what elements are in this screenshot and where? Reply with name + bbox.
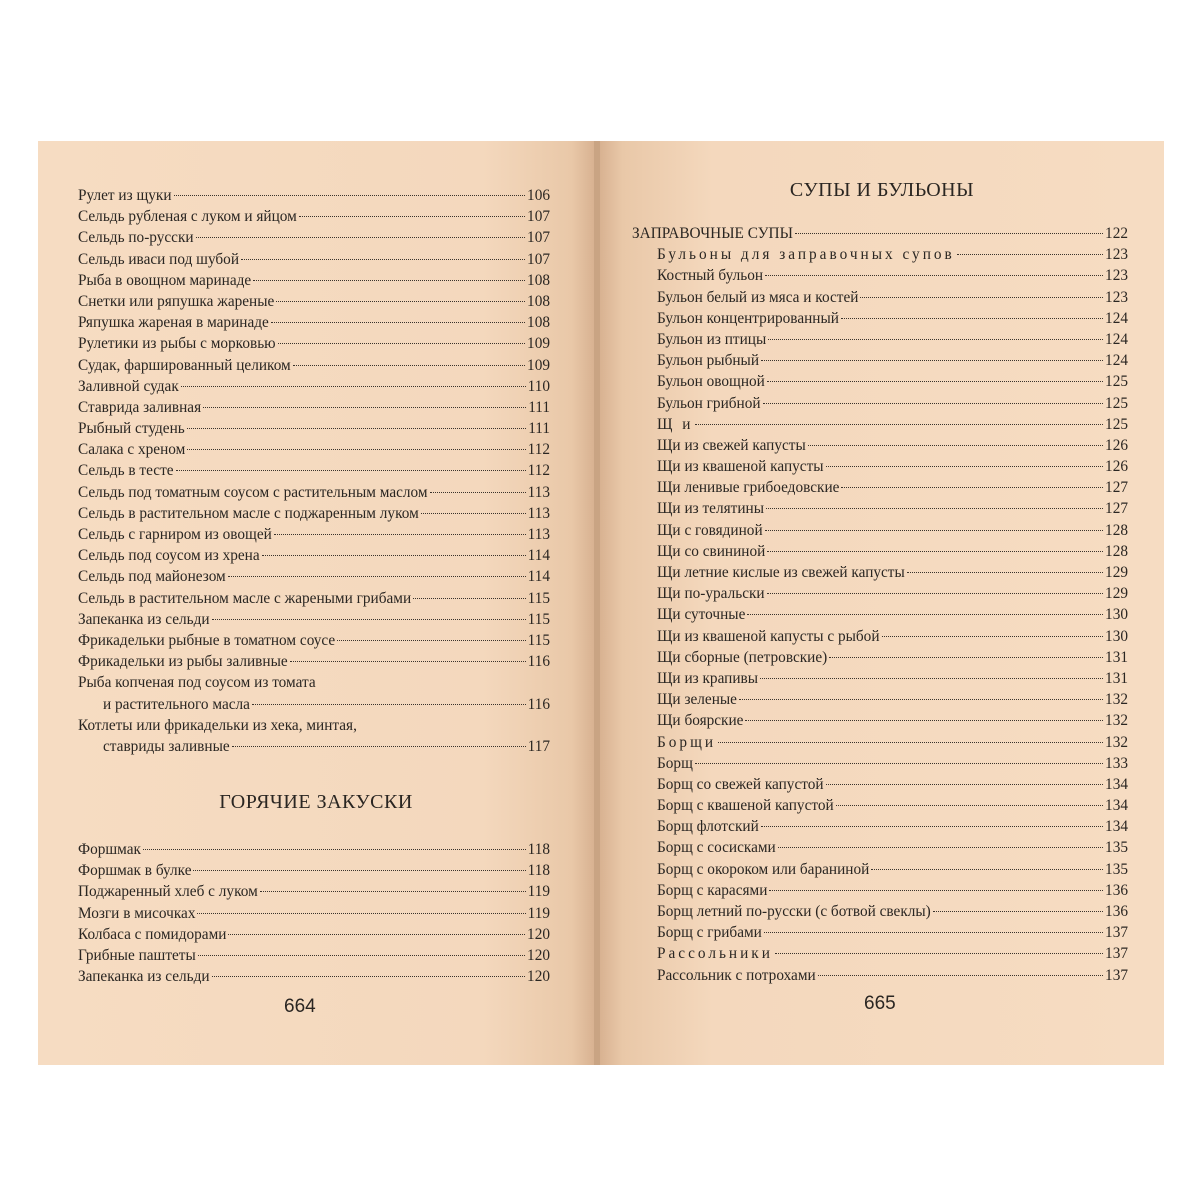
toc-entry bbox=[632, 859, 1128, 880]
toc-entry-page: 114 bbox=[527, 568, 550, 586]
dot-leader bbox=[761, 826, 1103, 827]
toc-entry bbox=[78, 482, 550, 503]
toc-entry bbox=[632, 244, 1128, 265]
dot-leader bbox=[747, 614, 1103, 615]
toc-entry-title: Бульон из птицы bbox=[657, 330, 767, 348]
toc-entry bbox=[632, 604, 1128, 625]
toc-entry bbox=[632, 647, 1128, 668]
dot-leader bbox=[841, 487, 1103, 488]
toc-entry bbox=[78, 249, 550, 270]
toc-entry bbox=[78, 694, 550, 715]
toc-entry-page: 133 bbox=[1105, 754, 1128, 772]
toc-entry bbox=[632, 943, 1128, 964]
dot-leader bbox=[829, 657, 1103, 658]
dot-leader bbox=[260, 891, 526, 892]
toc-entry bbox=[632, 520, 1128, 541]
dot-leader bbox=[232, 746, 526, 747]
toc-entry-page: 131 bbox=[1105, 669, 1128, 687]
dot-leader bbox=[262, 555, 526, 556]
toc-entry bbox=[632, 732, 1128, 753]
toc-entry bbox=[78, 924, 550, 945]
toc-entry bbox=[78, 376, 550, 397]
toc-entry bbox=[78, 439, 550, 460]
toc-entry bbox=[632, 710, 1128, 731]
toc-entry-page: 107 bbox=[527, 208, 550, 226]
dot-leader bbox=[181, 386, 526, 387]
toc-entry-page: 130 bbox=[1105, 627, 1128, 645]
toc-entry-page: 128 bbox=[1105, 521, 1128, 539]
toc-entry-title: Щи по-уральски bbox=[657, 585, 765, 603]
toc-entry-title: Форшмак в булке bbox=[78, 862, 192, 880]
toc-entry-page: 125 bbox=[1105, 394, 1128, 412]
toc-entry-title: Бульон овощной bbox=[657, 373, 765, 391]
book-spread bbox=[38, 141, 1164, 1065]
dot-leader bbox=[271, 322, 525, 323]
toc-entry-title: Рыба в овощном маринаде bbox=[78, 271, 252, 289]
toc-entry-page: 137 bbox=[1105, 945, 1128, 963]
dot-leader bbox=[818, 975, 1103, 976]
dot-leader bbox=[841, 318, 1103, 319]
left-toc bbox=[78, 185, 550, 757]
toc-entry-page: 115 bbox=[527, 631, 550, 649]
toc-entry-title: Борщ bbox=[657, 754, 693, 772]
dot-leader bbox=[795, 233, 1103, 234]
toc-entry bbox=[78, 503, 550, 524]
toc-entry-title: Сельдь в растительном масле с поджаренным луком bbox=[78, 504, 419, 522]
toc-entry-title: Борщ с сосисками bbox=[657, 839, 776, 857]
toc-entry bbox=[632, 371, 1128, 392]
dot-leader bbox=[765, 530, 1103, 531]
toc-entry-page: 124 bbox=[1105, 352, 1128, 370]
dot-leader bbox=[826, 784, 1103, 785]
toc-entry-page: 120 bbox=[527, 946, 550, 964]
dot-leader bbox=[808, 445, 1103, 446]
dot-leader bbox=[198, 955, 525, 956]
toc-entry-page: 117 bbox=[527, 737, 550, 755]
toc-entry-page: 122 bbox=[1105, 225, 1128, 242]
toc-entry-title: и растительного масла bbox=[103, 695, 250, 713]
toc-entry-page: 116 bbox=[527, 695, 550, 713]
dot-leader bbox=[765, 275, 1103, 276]
toc-entry-page: 124 bbox=[1105, 309, 1128, 327]
toc-entry-title: Сельдь в тесте bbox=[78, 462, 174, 480]
toc-entry-page: 116 bbox=[527, 653, 550, 671]
toc-entry-title: Щи из свежей капусты bbox=[657, 436, 806, 454]
dot-leader bbox=[290, 661, 526, 662]
toc-entry-title: Грибные паштеты bbox=[78, 946, 196, 964]
toc-entry-title: Судак, фаршированный целиком bbox=[78, 356, 291, 374]
toc-entry-title: Борщ летний по-русски (с ботвой свеклы) bbox=[657, 903, 931, 920]
toc-entry-title: Щи летние кислые из свежей капусты bbox=[657, 564, 905, 581]
page-number-right: 665 bbox=[864, 993, 896, 1014]
toc-entry-page: 115 bbox=[527, 610, 550, 628]
left-page bbox=[38, 141, 594, 1065]
toc-entry-title: Запеканка из сельди bbox=[78, 610, 210, 628]
dot-leader bbox=[933, 911, 1103, 912]
toc-entry-page: 132 bbox=[1105, 691, 1128, 709]
toc-entry-title: Сельдь под майонезом bbox=[78, 568, 226, 586]
toc-entry bbox=[632, 223, 1128, 244]
dot-leader bbox=[907, 572, 1103, 573]
dot-leader bbox=[421, 513, 526, 514]
toc-entry bbox=[78, 860, 550, 881]
toc-entry bbox=[78, 312, 550, 333]
toc-entry-title: Рассольник с потрохами bbox=[657, 966, 816, 984]
toc-entry-page: 111 bbox=[528, 398, 550, 416]
toc-entry-title: Щи из квашеной капусты с рыбой bbox=[657, 627, 880, 645]
toc-entry bbox=[632, 795, 1128, 816]
dot-leader bbox=[826, 466, 1104, 467]
toc-entry-title: Рыбный студень bbox=[78, 420, 185, 438]
toc-entry-page: 123 bbox=[1105, 246, 1128, 264]
dot-leader bbox=[187, 449, 525, 450]
dot-leader bbox=[276, 301, 525, 302]
section-title-hot-appetizers: ГОРЯЧИЕ ЗАКУСКИ bbox=[219, 791, 413, 813]
toc-entry-title: Борщ с карасями bbox=[657, 881, 768, 899]
dot-leader bbox=[174, 195, 526, 196]
toc-entry bbox=[632, 965, 1128, 986]
dot-leader bbox=[766, 508, 1103, 509]
toc-entry bbox=[78, 966, 550, 987]
toc-entry-title: Борщ с окороком или бараниной bbox=[657, 860, 870, 878]
toc-entry-page: 118 bbox=[527, 841, 550, 858]
right-toc bbox=[632, 223, 1128, 986]
dot-leader bbox=[871, 869, 1103, 870]
toc-entry-title: Костный бульон bbox=[657, 267, 764, 285]
toc-entry-page: 134 bbox=[1105, 797, 1128, 815]
section-title-soups: СУПЫ И БУЛЬОНЫ bbox=[789, 179, 975, 201]
dot-leader bbox=[767, 593, 1103, 594]
toc-entry bbox=[632, 689, 1128, 710]
dot-leader bbox=[836, 805, 1103, 806]
toc-entry-page: 113 bbox=[527, 483, 550, 501]
toc-entry-page: 110 bbox=[527, 377, 550, 395]
toc-entry bbox=[78, 397, 550, 418]
toc-entry bbox=[78, 881, 550, 902]
toc-entry bbox=[78, 270, 550, 291]
toc-entry bbox=[78, 333, 550, 354]
toc-entry bbox=[632, 901, 1128, 922]
toc-entry-title: Щи сборные (петровские) bbox=[657, 648, 828, 666]
right-page bbox=[600, 141, 1164, 1065]
toc-entry-title: Сельдь в растительном масле с жареными грибами bbox=[78, 589, 412, 607]
toc-entry-page: 127 bbox=[1105, 500, 1128, 518]
toc-entry-title: Рыба копченая под соусом из томата bbox=[78, 674, 316, 692]
toc-entry-title: Ставрида заливная bbox=[78, 398, 202, 416]
toc-entry-page: 111 bbox=[528, 420, 550, 438]
dot-leader bbox=[718, 742, 1103, 743]
dot-leader bbox=[241, 259, 525, 260]
toc-entry-page: 120 bbox=[527, 968, 550, 986]
toc-entry-title: Сельдь иваси под шубой bbox=[78, 250, 240, 268]
toc-entry-page: 137 bbox=[1105, 924, 1128, 942]
dot-leader bbox=[739, 699, 1103, 700]
toc-entry-title: Рулет из щуки bbox=[78, 187, 172, 204]
toc-entry-page: 119 bbox=[527, 883, 550, 901]
toc-entry-page: 136 bbox=[1105, 881, 1128, 899]
toc-entry bbox=[632, 837, 1128, 858]
toc-entry bbox=[78, 736, 550, 757]
toc-entry-page: 132 bbox=[1105, 712, 1128, 730]
toc-entry-line bbox=[78, 672, 550, 693]
toc-entry-title: Щи ленивые грибоедовские bbox=[657, 479, 840, 497]
toc-entry-title: Рассольники bbox=[657, 945, 773, 963]
dot-leader bbox=[212, 619, 526, 620]
toc-entry bbox=[78, 945, 550, 966]
toc-entry-page: 119 bbox=[527, 904, 550, 922]
toc-entry-page: 135 bbox=[1105, 860, 1128, 878]
toc-entry-page: 108 bbox=[527, 314, 550, 332]
toc-entry bbox=[632, 456, 1128, 477]
toc-entry-page: 113 bbox=[527, 504, 550, 522]
dot-leader bbox=[274, 534, 526, 535]
toc-entry-title: Щи зеленые bbox=[657, 691, 737, 709]
dot-leader bbox=[299, 216, 525, 217]
toc-entry-page: 128 bbox=[1105, 542, 1128, 560]
toc-entry-title: Щ и bbox=[657, 415, 694, 433]
toc-entry-page: 107 bbox=[527, 229, 550, 247]
dot-leader bbox=[695, 424, 1103, 425]
toc-entry-page: 112 bbox=[527, 462, 550, 480]
toc-entry-page: 123 bbox=[1105, 267, 1128, 285]
toc-entry-page: 107 bbox=[527, 250, 550, 268]
dot-leader bbox=[197, 913, 525, 914]
toc-entry bbox=[78, 839, 550, 860]
toc-entry-title: Сельдь под соусом из хрена bbox=[78, 547, 260, 565]
toc-entry-page: 130 bbox=[1105, 606, 1128, 624]
dot-leader bbox=[763, 403, 1103, 404]
dot-leader bbox=[430, 492, 526, 493]
toc-entry-title: Щи суточные bbox=[657, 606, 746, 624]
dot-leader bbox=[253, 280, 525, 281]
toc-entry-title: Щи с говядиной bbox=[657, 521, 763, 539]
dot-leader bbox=[957, 254, 1103, 255]
toc-entry-title: Запеканка из сельди bbox=[78, 968, 210, 986]
toc-entry-page: 125 bbox=[1105, 415, 1128, 433]
toc-entry-page: 109 bbox=[527, 335, 550, 353]
toc-entry-title: Борщ флотский bbox=[657, 818, 759, 836]
toc-entry-title: Бульон концентрированный bbox=[657, 309, 839, 327]
toc-entry-title: Щи боярские bbox=[657, 712, 744, 730]
toc-entry bbox=[632, 880, 1128, 901]
toc-entry-title: ЗАПРАВОЧНЫЕ СУПЫ bbox=[632, 225, 793, 242]
toc-entry bbox=[78, 206, 550, 227]
toc-entry bbox=[632, 498, 1128, 519]
toc-entry bbox=[632, 922, 1128, 943]
toc-entry bbox=[78, 227, 550, 248]
toc-entry bbox=[78, 524, 550, 545]
toc-entry bbox=[78, 651, 550, 672]
toc-entry-title: Сельдь с гарниром из овощей bbox=[78, 526, 272, 543]
dot-leader bbox=[764, 932, 1103, 933]
dot-leader bbox=[767, 381, 1103, 382]
toc-entry-title: Котлеты или фрикадельки из хека, минтая, bbox=[78, 716, 357, 734]
toc-entry-page: 129 bbox=[1105, 564, 1128, 581]
dot-leader bbox=[193, 870, 525, 871]
dot-leader bbox=[860, 297, 1103, 298]
dot-leader bbox=[768, 339, 1103, 340]
toc-entry-title: Сельдь по-русски bbox=[78, 229, 194, 247]
toc-entry-page: 126 bbox=[1105, 458, 1128, 476]
toc-entry-page: 131 bbox=[1105, 648, 1128, 666]
toc-entry-page: 113 bbox=[527, 526, 550, 543]
toc-entry-title: Колбаса с помидорами bbox=[78, 925, 227, 943]
toc-entry bbox=[78, 566, 550, 587]
dot-leader bbox=[761, 360, 1103, 361]
toc-entry-title: Снетки или ряпушка жареные bbox=[78, 292, 275, 310]
toc-entry bbox=[632, 350, 1128, 371]
dot-leader bbox=[337, 640, 525, 641]
toc-entry-title: Заливной судак bbox=[78, 377, 179, 395]
toc-entry bbox=[78, 609, 550, 630]
toc-entry bbox=[632, 329, 1128, 350]
toc-entry-title: Бульон грибной bbox=[657, 394, 761, 412]
toc-entry bbox=[632, 287, 1128, 308]
toc-entry bbox=[78, 291, 550, 312]
toc-entry-page: 135 bbox=[1105, 839, 1128, 857]
dot-leader bbox=[413, 598, 525, 599]
toc-entry-page: 106 bbox=[527, 187, 550, 204]
toc-entry-title: Борщ с грибами bbox=[657, 924, 762, 942]
toc-entry-title: ставриды заливные bbox=[103, 737, 230, 755]
toc-entry-page: 125 bbox=[1105, 373, 1128, 391]
toc-entry bbox=[632, 626, 1128, 647]
toc-entry-page: 134 bbox=[1105, 818, 1128, 836]
toc-entry bbox=[78, 418, 550, 439]
toc-entry-title: Салака с хреном bbox=[78, 441, 186, 459]
toc-entry bbox=[632, 308, 1128, 329]
toc-entry bbox=[632, 668, 1128, 689]
toc-entry-page: 129 bbox=[1105, 585, 1128, 603]
toc-entry bbox=[78, 460, 550, 481]
toc-entry-page: 137 bbox=[1105, 966, 1128, 984]
toc-entry-page: 124 bbox=[1105, 330, 1128, 348]
toc-entry-title: Борщ со свежей капустой bbox=[657, 775, 824, 793]
dot-leader bbox=[196, 237, 525, 238]
toc-entry-title: Борщ с квашеной капустой bbox=[657, 797, 834, 815]
toc-entry-title: Мозги в мисочках bbox=[78, 904, 196, 922]
dot-leader bbox=[767, 551, 1103, 552]
page-number-left: 664 bbox=[284, 996, 316, 1017]
dot-leader bbox=[187, 428, 526, 429]
toc-entry-title: Форшмак bbox=[78, 841, 141, 858]
toc-entry bbox=[78, 355, 550, 376]
toc-entry bbox=[632, 414, 1128, 435]
dot-leader bbox=[143, 849, 526, 850]
toc-entry-page: 136 bbox=[1105, 903, 1128, 920]
dot-leader bbox=[228, 576, 526, 577]
dot-leader bbox=[775, 953, 1103, 954]
toc-entry bbox=[632, 541, 1128, 562]
toc-entry-page: 123 bbox=[1105, 288, 1128, 306]
toc-entry bbox=[632, 265, 1128, 286]
toc-entry-title: Фрикадельки рыбные в томатном соусе bbox=[78, 631, 336, 649]
dot-leader bbox=[745, 720, 1103, 721]
toc-entry bbox=[78, 630, 550, 651]
toc-entry-page: 115 bbox=[527, 589, 550, 607]
toc-entry-line bbox=[78, 715, 550, 736]
dot-leader bbox=[228, 934, 525, 935]
toc-entry bbox=[632, 435, 1128, 456]
toc-entry-title: Щи из телятины bbox=[657, 500, 764, 518]
left-toc-hot-appetizers bbox=[78, 839, 550, 987]
dot-leader bbox=[760, 678, 1103, 679]
dot-leader bbox=[212, 976, 525, 977]
toc-entry-title: Сельдь рубленая с луком и яйцом bbox=[78, 208, 297, 226]
toc-entry-page: 112 bbox=[527, 441, 550, 459]
toc-entry-title: Ряпушка жареная в маринаде bbox=[78, 314, 269, 332]
toc-entry bbox=[78, 903, 550, 924]
toc-entry-title: Бульоны для заправочных супов bbox=[657, 246, 955, 264]
toc-entry-title: Щи из квашеной капусты bbox=[657, 458, 824, 476]
toc-entry-title: Щи из крапивы bbox=[657, 669, 759, 687]
toc-entry bbox=[78, 588, 550, 609]
toc-entry bbox=[632, 816, 1128, 837]
dot-leader bbox=[203, 407, 526, 408]
toc-entry-page: 120 bbox=[527, 925, 550, 943]
toc-entry bbox=[78, 545, 550, 566]
dot-leader bbox=[778, 847, 1103, 848]
toc-entry-title: Щи со свининой bbox=[657, 542, 766, 560]
toc-entry bbox=[632, 562, 1128, 583]
dot-leader bbox=[695, 763, 1103, 764]
toc-entry-title: Фрикадельки из рыбы заливные bbox=[78, 653, 288, 671]
toc-entry-title: Рулетики из рыбы с морковью bbox=[78, 335, 276, 353]
toc-entry-page: 109 bbox=[527, 356, 550, 374]
dot-leader bbox=[278, 343, 525, 344]
toc-entry-page: 108 bbox=[527, 292, 550, 310]
dot-leader bbox=[252, 704, 526, 705]
toc-entry bbox=[632, 583, 1128, 604]
toc-entry-page: 118 bbox=[527, 862, 550, 880]
toc-entry bbox=[632, 774, 1128, 795]
toc-entry-page: 126 bbox=[1105, 436, 1128, 454]
toc-entry-title: Бульон рыбный bbox=[657, 352, 760, 370]
toc-entry bbox=[632, 393, 1128, 414]
toc-entry-page: 132 bbox=[1105, 733, 1128, 751]
toc-entry-page: 134 bbox=[1105, 775, 1128, 793]
toc-entry-page: 108 bbox=[527, 271, 550, 289]
dot-leader bbox=[769, 890, 1103, 891]
dot-leader bbox=[176, 470, 526, 471]
toc-entry-title: Поджаренный хлеб с луком bbox=[78, 883, 258, 901]
dot-leader bbox=[882, 636, 1104, 637]
dot-leader bbox=[293, 365, 525, 366]
toc-entry-page: 127 bbox=[1105, 479, 1128, 497]
toc-entry-title: Борщи bbox=[657, 733, 717, 751]
toc-entry bbox=[78, 185, 550, 206]
toc-entry bbox=[632, 753, 1128, 774]
toc-entry bbox=[632, 477, 1128, 498]
toc-entry-page: 114 bbox=[527, 547, 550, 565]
toc-entry-title: Бульон белый из мяса и костей bbox=[657, 288, 859, 306]
toc-entry-title: Сельдь под томатным соусом с растительным маслом bbox=[78, 483, 428, 501]
